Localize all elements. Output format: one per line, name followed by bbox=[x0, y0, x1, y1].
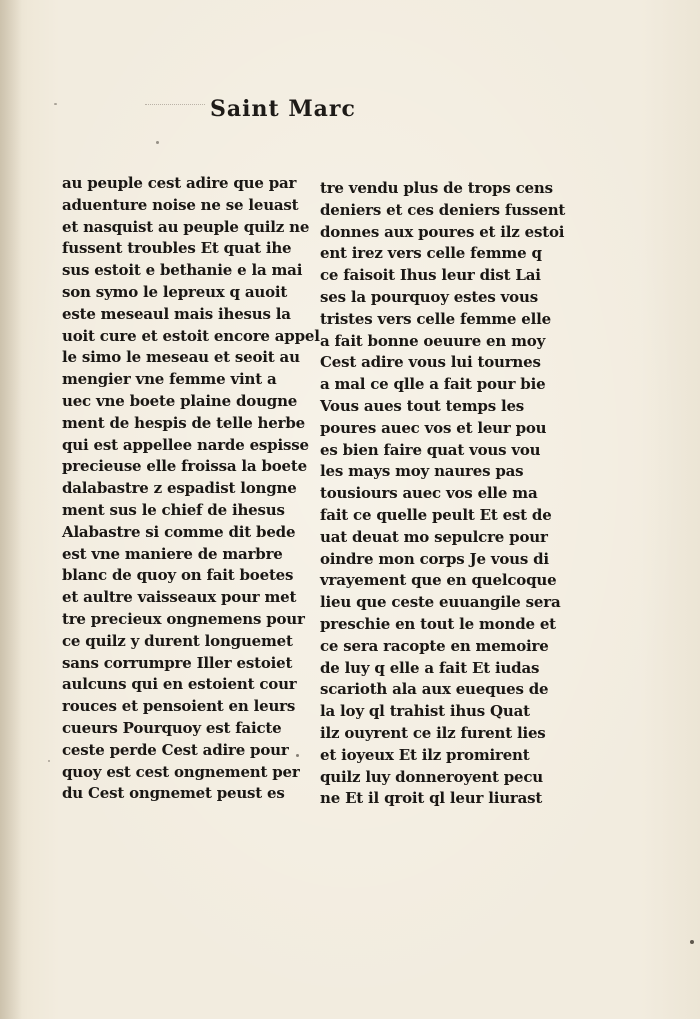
text-line: blanc de quoy on fait boetes bbox=[62, 566, 294, 585]
text-line: uat deuat mo sepulcre pour bbox=[320, 527, 548, 546]
text-line: Vous aues tout temps les bbox=[320, 396, 525, 415]
text-line: uec vne boete plaine dougne bbox=[62, 391, 298, 410]
text-line: tristes vers celle femme elle bbox=[320, 309, 551, 328]
text-line: este meseaul mais ihesus la bbox=[62, 304, 291, 323]
text-line: qui est appellee narde espisse bbox=[62, 435, 309, 454]
text-line: donnes aux poures et ilz estoi bbox=[320, 222, 565, 241]
text-line: est vne maniere de marbre bbox=[62, 544, 283, 563]
text-line: au peuple cest adire que par bbox=[62, 174, 297, 192]
text-line: du Cest ongnemet peust es bbox=[62, 784, 285, 803]
text-line: quilz luy donneroyent pecu bbox=[320, 767, 544, 786]
text-line: le simo le meseau et seoit au bbox=[62, 348, 300, 367]
text-line: de luy q elle a fait Et iudas bbox=[320, 658, 540, 677]
text-line: deniers et ces deniers fussent bbox=[320, 200, 566, 219]
right-text-column bbox=[320, 178, 566, 810]
text-line: aulcuns qui en estoient cour bbox=[62, 675, 297, 694]
text-line: rouces et pensoient en leurs bbox=[62, 697, 296, 716]
text-line: son symo le lepreux q auoit bbox=[62, 282, 288, 301]
text-line: ment sus le chief de ihesus bbox=[62, 500, 285, 519]
text-line: sans corrumpre Iller estoiet bbox=[62, 653, 293, 672]
text-line: et aultre vaisseaux pour met bbox=[62, 588, 297, 607]
text-line: Cest adire vous lui tournes bbox=[320, 353, 541, 372]
text-line: a mal ce qlle a fait pour bie bbox=[320, 375, 546, 394]
text-line: tre vendu plus de trops cens bbox=[320, 179, 553, 197]
text-line: tre precieux ongnemens pour bbox=[62, 609, 305, 628]
text-line: vrayement que en quelcoque bbox=[320, 571, 557, 590]
text-line: la loy ql trahist ihus Quat bbox=[320, 702, 530, 721]
text-line: ilz ouyrent ce ilz furent lies bbox=[320, 723, 546, 742]
text-line: ceste perde Cest adire pour bbox=[62, 740, 289, 759]
ink-speck bbox=[156, 141, 159, 144]
ink-speck bbox=[54, 103, 57, 105]
running-head: Saint Marc bbox=[210, 96, 356, 122]
text-line: poures auec vos et leur pou bbox=[320, 418, 547, 437]
ink-speck bbox=[48, 760, 50, 762]
text-line: cueurs Pourquoy est faicte bbox=[62, 718, 282, 737]
text-line: et nasquist au peuple quilz ne bbox=[62, 217, 310, 236]
text-line: oindre mon corps Je vous di bbox=[320, 549, 549, 568]
text-line: ce sera racopte en memoire bbox=[320, 636, 549, 655]
text-line: les mays moy naures pas bbox=[320, 462, 524, 481]
text-line: mengier vne femme vint a bbox=[62, 370, 277, 389]
text-line: ce faisoit Ihus leur dist Lai bbox=[320, 266, 541, 285]
text-line: Alabastre si comme dit bede bbox=[62, 522, 296, 541]
text-line: lieu que ceste euuangile sera bbox=[320, 593, 561, 612]
text-line: aduenture noise ne se leuast bbox=[62, 195, 299, 214]
text-line: a fait bonne oeuure en moy bbox=[320, 331, 546, 350]
ink-speck bbox=[690, 940, 694, 944]
left-text-column bbox=[62, 173, 320, 805]
text-line: es bien faire quat vous vou bbox=[320, 440, 541, 459]
text-line: sus estoit e bethanie e la mai bbox=[62, 261, 303, 280]
text-line: scarioth ala aux eueques de bbox=[320, 680, 549, 699]
head-ornament-rule bbox=[145, 104, 205, 105]
text-line: fussent troubles Et quat ihe bbox=[62, 239, 292, 258]
text-line: ne Et il qroit ql leur liurast bbox=[320, 789, 543, 808]
text-line: quoy est cest ongnement per bbox=[62, 762, 300, 781]
gutter-shadow bbox=[0, 0, 22, 1019]
text-line: et ioyeux Et ilz promirent bbox=[320, 745, 530, 764]
text-line: ment de hespis de telle herbe bbox=[62, 413, 305, 432]
text-line: fait ce quelle peult Et est de bbox=[320, 505, 552, 524]
text-line: tousiours auec vos elle ma bbox=[320, 484, 538, 503]
text-line: ent irez vers celle femme q bbox=[320, 244, 542, 263]
text-line: precieuse elle froissa la boete bbox=[62, 457, 307, 476]
text-line: ce quilz y durent longuemet bbox=[62, 631, 293, 650]
text-line: ses la pourquoy estes vous bbox=[320, 287, 538, 306]
text-line: uoit cure et estoit encore appel bbox=[62, 326, 320, 345]
ink-speck bbox=[296, 754, 299, 757]
text-line: preschie en tout le monde et bbox=[320, 614, 556, 633]
text-line: dalabastre z espadist longne bbox=[62, 479, 297, 498]
